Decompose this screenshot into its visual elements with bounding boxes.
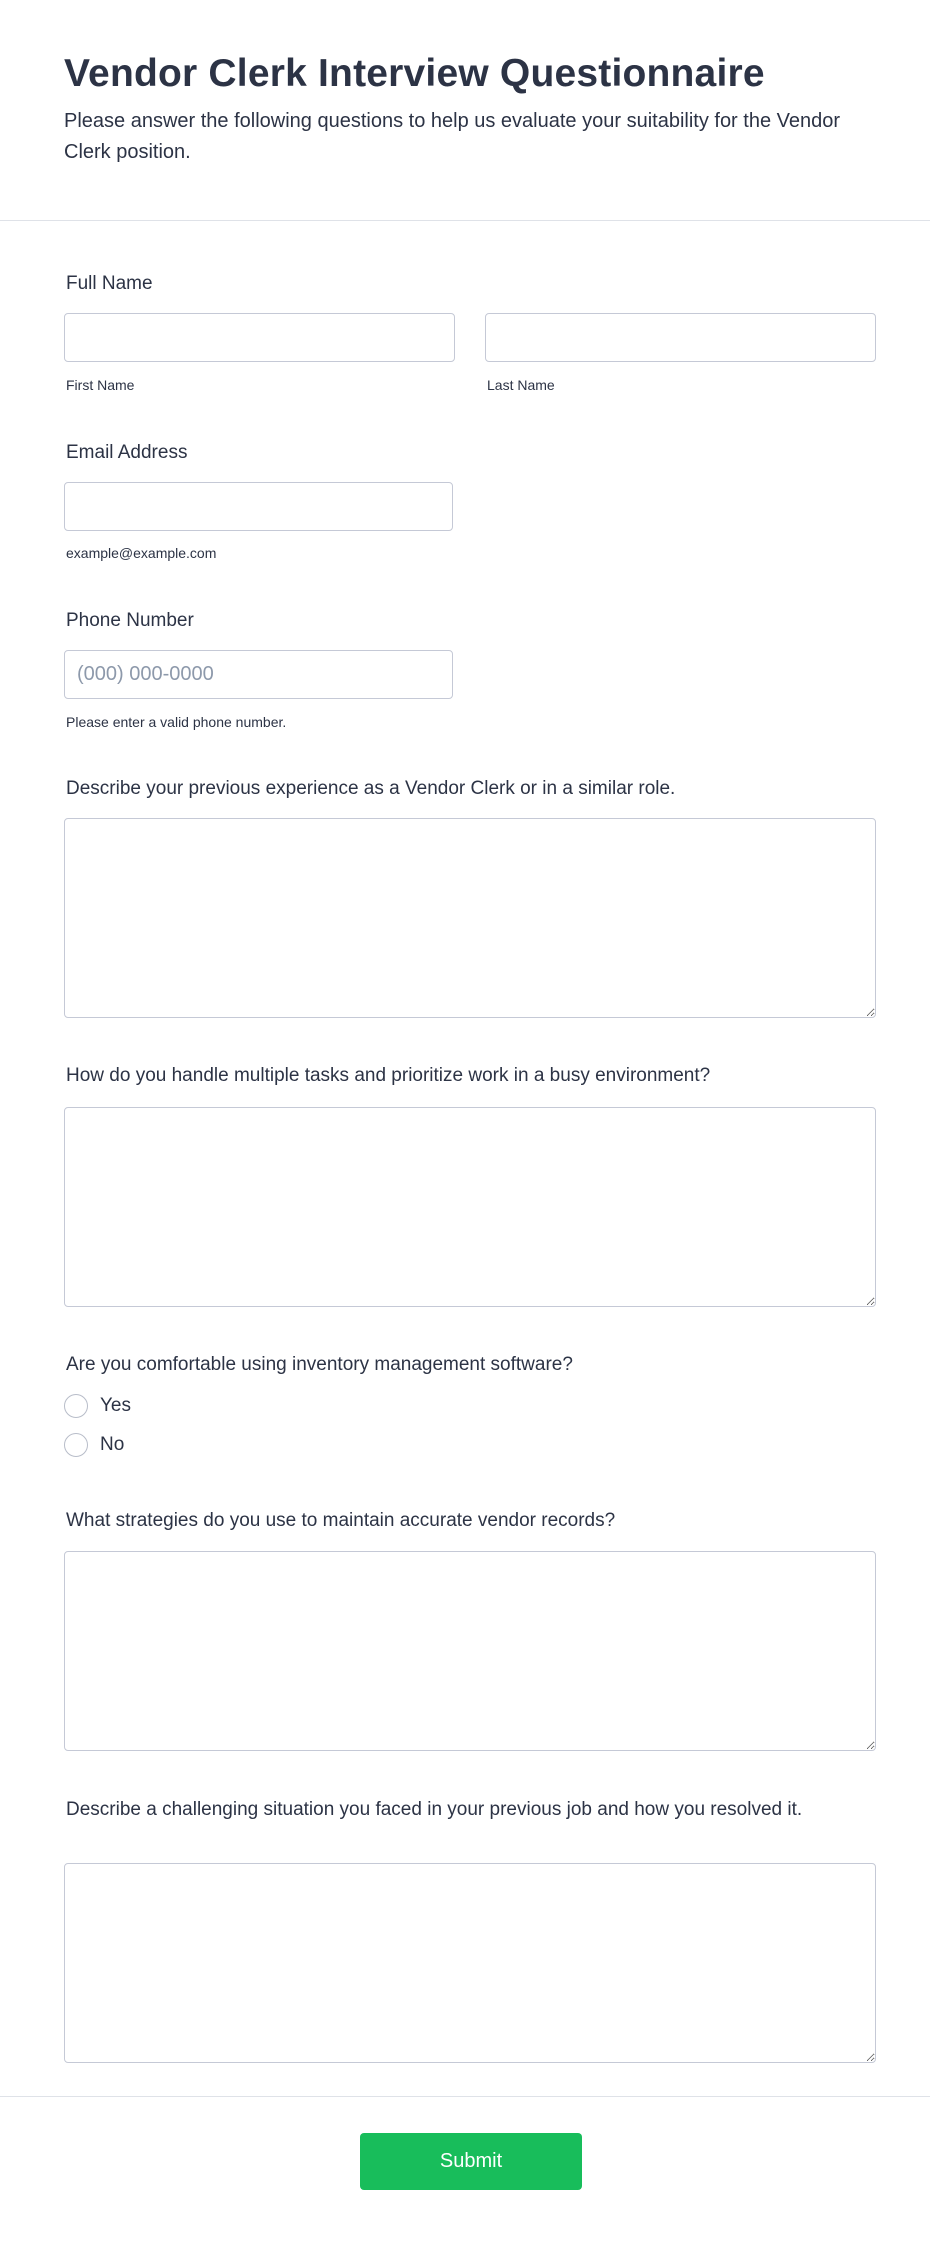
q3-label: Are you comfortable using inventory management software? (66, 1354, 573, 1375)
email-input[interactable] (64, 482, 453, 531)
q4-label: What strategies do you use to maintain accurate vendor records? (66, 1510, 616, 1531)
radio-label: Yes (100, 1395, 131, 1416)
phone-hint: Please enter a valid phone number. (66, 714, 287, 730)
radio-option-yes[interactable] (64, 1394, 131, 1418)
page-title: Vendor Clerk Interview Questionnaire (64, 52, 765, 95)
q4-textarea[interactable] (64, 1551, 876, 1751)
submit-button[interactable]: Submit (360, 2133, 582, 2190)
header-divider (0, 220, 930, 221)
radio-option-no[interactable] (64, 1433, 124, 1457)
last-name-input[interactable] (485, 313, 876, 362)
last-name-sublabel: Last Name (487, 377, 555, 393)
q2-label: How do you handle multiple tasks and prioritize work in a busy environment? (66, 1065, 711, 1086)
q5-label: Describe a challenging situation you faced in your previous job and how you resolved it. (66, 1799, 803, 1820)
radio-circle-icon[interactable] (64, 1433, 88, 1457)
phone-input[interactable] (64, 650, 453, 699)
full-name-label: Full Name (66, 273, 153, 294)
q1-textarea[interactable] (64, 818, 876, 1018)
email-hint: example@example.com (66, 545, 217, 561)
first-name-sublabel: First Name (66, 377, 135, 393)
radio-circle-icon[interactable] (64, 1394, 88, 1418)
q2-textarea[interactable] (64, 1107, 876, 1307)
email-label: Email Address (66, 442, 188, 463)
q1-label: Describe your previous experience as a Vendor Clerk or in a similar role. (66, 778, 676, 799)
q5-textarea[interactable] (64, 1863, 876, 2063)
footer-divider (0, 2096, 930, 2097)
first-name-input[interactable] (64, 313, 455, 362)
page-subtitle: Please answer the following questions to help us evaluate your suitability for the Vendor Clerk position. (64, 110, 841, 163)
phone-label: Phone Number (66, 610, 194, 631)
radio-label: No (100, 1434, 125, 1455)
